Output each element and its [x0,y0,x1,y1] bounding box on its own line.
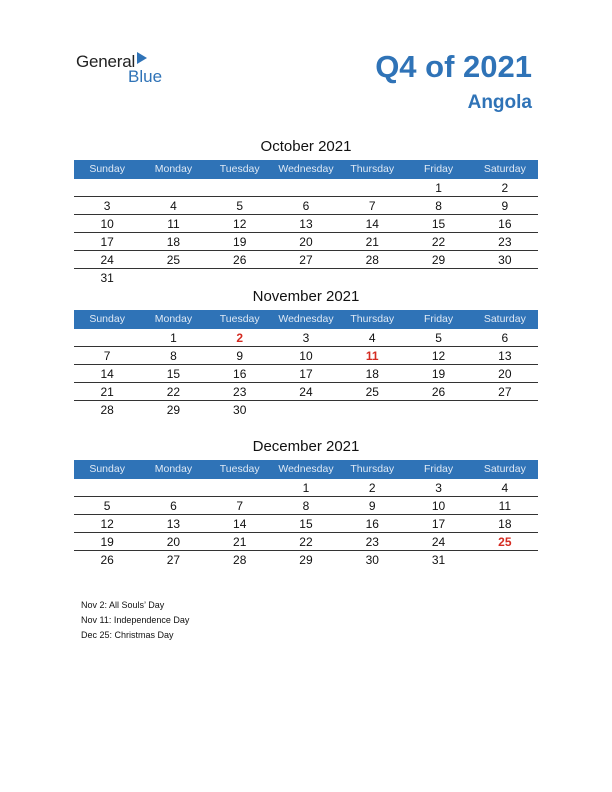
day-cell: 12 [100,517,114,531]
day-cell: 22 [166,385,181,399]
day-cell: 1 [302,481,310,495]
weekday-label: Friday [423,163,454,175]
day-cell: 1 [170,331,177,345]
day-cell: 14 [233,517,247,531]
day-cell: 14 [100,367,114,381]
holiday-note: Dec 25: Christmas Day [81,630,174,640]
day-cell: 29 [166,403,181,417]
week-row [74,401,538,418]
day-cell: 1 [435,181,442,195]
weekday-header [74,310,538,329]
day-cell: 23 [233,385,247,399]
weekday-label: Tuesday [219,163,260,175]
day-cell: 2 [501,181,509,195]
day-cell: 19 [233,235,247,249]
day-cell: 5 [435,331,442,345]
day-cell: 4 [170,199,177,213]
week-row [74,251,538,269]
day-cell: 9 [368,499,376,513]
day-cell: 21 [365,235,379,249]
day-cell: 28 [365,253,379,267]
empty-cell [74,479,140,496]
week-row [74,269,538,286]
day-cell: 28 [100,403,114,417]
day-cell: 23 [365,535,379,549]
month-title: December 2021 [252,438,360,455]
day-cell: 14 [365,217,379,231]
week-row [74,497,538,515]
day-cell: 16 [365,517,379,531]
weekday-label: Tuesday [219,463,260,475]
empty-cell [339,179,405,196]
day-cell: 27 [299,253,313,267]
day-cell: 24 [100,253,114,267]
weekday-label: Sunday [89,463,125,475]
weekday-label: Friday [423,463,454,475]
day-cell: 24 [299,385,313,399]
day-cell: 12 [233,217,247,231]
weekday-label: Thursday [350,313,395,325]
month-october [74,137,538,286]
week-row [74,329,538,347]
day-cell: 18 [166,235,181,249]
day-cell: 22 [431,235,446,249]
day-cell: 17 [100,235,114,249]
day-cell: 2 [236,331,244,345]
weekday-label: Thursday [350,163,395,175]
logo-word-general: General [76,52,136,71]
empty-cell [74,179,140,196]
logo-word-blue: Blue [128,67,163,86]
day-cell: 26 [233,253,247,267]
day-cell: 10 [100,217,114,231]
day-cell: 11 [365,349,379,363]
week-row [74,215,538,233]
day-cell: 7 [103,349,111,363]
day-cell: 25 [498,535,512,549]
day-cell: 22 [299,535,313,549]
empty-cell [339,269,405,286]
day-cell: 26 [431,385,446,399]
empty-cell [140,479,206,496]
day-cell: 7 [368,199,376,213]
day-cell: 23 [498,235,512,249]
empty-cell [405,401,471,418]
week-row [74,533,538,551]
weekday-label: Tuesday [219,313,260,325]
empty-cell [339,401,405,418]
holiday-note: Nov 11: Independence Day [81,615,190,625]
weekday-label: Wednesday [278,163,334,175]
day-cell: 31 [431,553,446,567]
day-cell: 31 [100,271,114,285]
day-cell: 30 [498,253,512,267]
day-cell: 6 [170,499,177,513]
weekday-header [74,160,538,179]
day-cell: 2 [368,481,376,495]
generalblue-logo [76,52,176,88]
week-row [74,551,538,568]
empty-cell [273,401,339,418]
weekday-label: Saturday [483,313,526,325]
day-cell: 30 [365,553,379,567]
logo-flag-icon [137,52,147,64]
month-title: November 2021 [252,288,360,305]
weekday-header [74,460,538,479]
page-title: Q4 of 2021 [375,49,532,84]
empty-cell [472,551,538,568]
country-name: Angola [467,92,532,113]
week-row [74,383,538,401]
day-cell: 13 [498,349,512,363]
day-cell: 15 [299,517,313,531]
day-cell: 15 [431,217,446,231]
day-cell: 8 [170,349,177,363]
day-cell: 17 [299,367,313,381]
day-cell: 11 [167,217,180,231]
day-cell: 25 [365,385,379,399]
day-cell: 8 [302,499,310,513]
day-cell: 24 [431,535,446,549]
week-row [74,179,538,197]
day-cell: 13 [166,517,181,531]
month-title: October 2021 [260,138,352,155]
empty-cell [140,179,206,196]
weekday-label: Thursday [350,463,395,475]
empty-cell [273,269,339,286]
holiday-notes [81,598,189,643]
day-cell: 26 [100,553,114,567]
empty-cell [140,269,206,286]
day-cell: 10 [431,499,446,513]
empty-cell [472,269,538,286]
weekday-label: Sunday [89,313,125,325]
day-cell: 4 [368,331,376,345]
month-november [74,287,538,418]
day-cell: 19 [431,367,446,381]
weekday-label: Saturday [483,463,526,475]
day-cell: 9 [501,199,509,213]
day-cell: 25 [166,253,181,267]
weekday-label: Monday [154,313,193,325]
day-cell: 19 [100,535,114,549]
week-row [74,479,538,497]
empty-cell [207,479,273,496]
day-cell: 7 [236,499,244,513]
day-cell: 16 [498,217,512,231]
week-row [74,347,538,365]
empty-cell [207,179,273,196]
day-cell: 30 [233,403,247,417]
day-cell: 5 [236,199,244,213]
day-cell: 18 [365,367,379,381]
week-row [74,515,538,533]
day-cell: 12 [431,349,446,363]
day-cell: 15 [166,367,181,381]
day-cell: 6 [501,331,509,345]
day-cell: 10 [299,349,313,363]
day-cell: 29 [299,553,313,567]
day-cell: 11 [498,499,512,513]
empty-cell [74,329,140,346]
day-cell: 8 [435,199,442,213]
empty-cell [207,269,273,286]
day-cell: 20 [299,235,313,249]
day-cell: 21 [100,385,114,399]
day-cell: 3 [103,199,111,213]
weekday-label: Wednesday [278,463,334,475]
day-cell: 27 [498,385,512,399]
day-cell: 27 [166,553,181,567]
weekday-label: Monday [154,163,193,175]
day-cell: 13 [299,217,313,231]
day-cell: 3 [435,481,442,495]
day-cell: 17 [431,517,446,531]
empty-cell [273,179,339,196]
weekday-label: Sunday [89,163,125,175]
day-cell: 18 [498,517,512,531]
weekday-label: Friday [423,313,454,325]
empty-cell [405,269,471,286]
day-cell: 9 [236,349,244,363]
weekday-label: Wednesday [278,313,334,325]
day-cell: 29 [431,253,446,267]
week-row [74,365,538,383]
day-cell: 21 [233,535,247,549]
week-row [74,233,538,251]
empty-cell [472,401,538,418]
weekday-label: Saturday [483,163,526,175]
holiday-note: Nov 2: All Souls’ Day [81,600,165,610]
day-cell: 6 [302,199,310,213]
day-cell: 20 [166,535,181,549]
day-cell: 16 [233,367,247,381]
day-cell: 20 [498,367,512,381]
day-cell: 5 [103,499,111,513]
day-cell: 3 [302,331,310,345]
month-december [74,437,538,568]
week-row [74,197,538,215]
day-cell: 4 [501,481,509,495]
weekday-label: Monday [154,463,193,475]
day-cell: 28 [233,553,247,567]
